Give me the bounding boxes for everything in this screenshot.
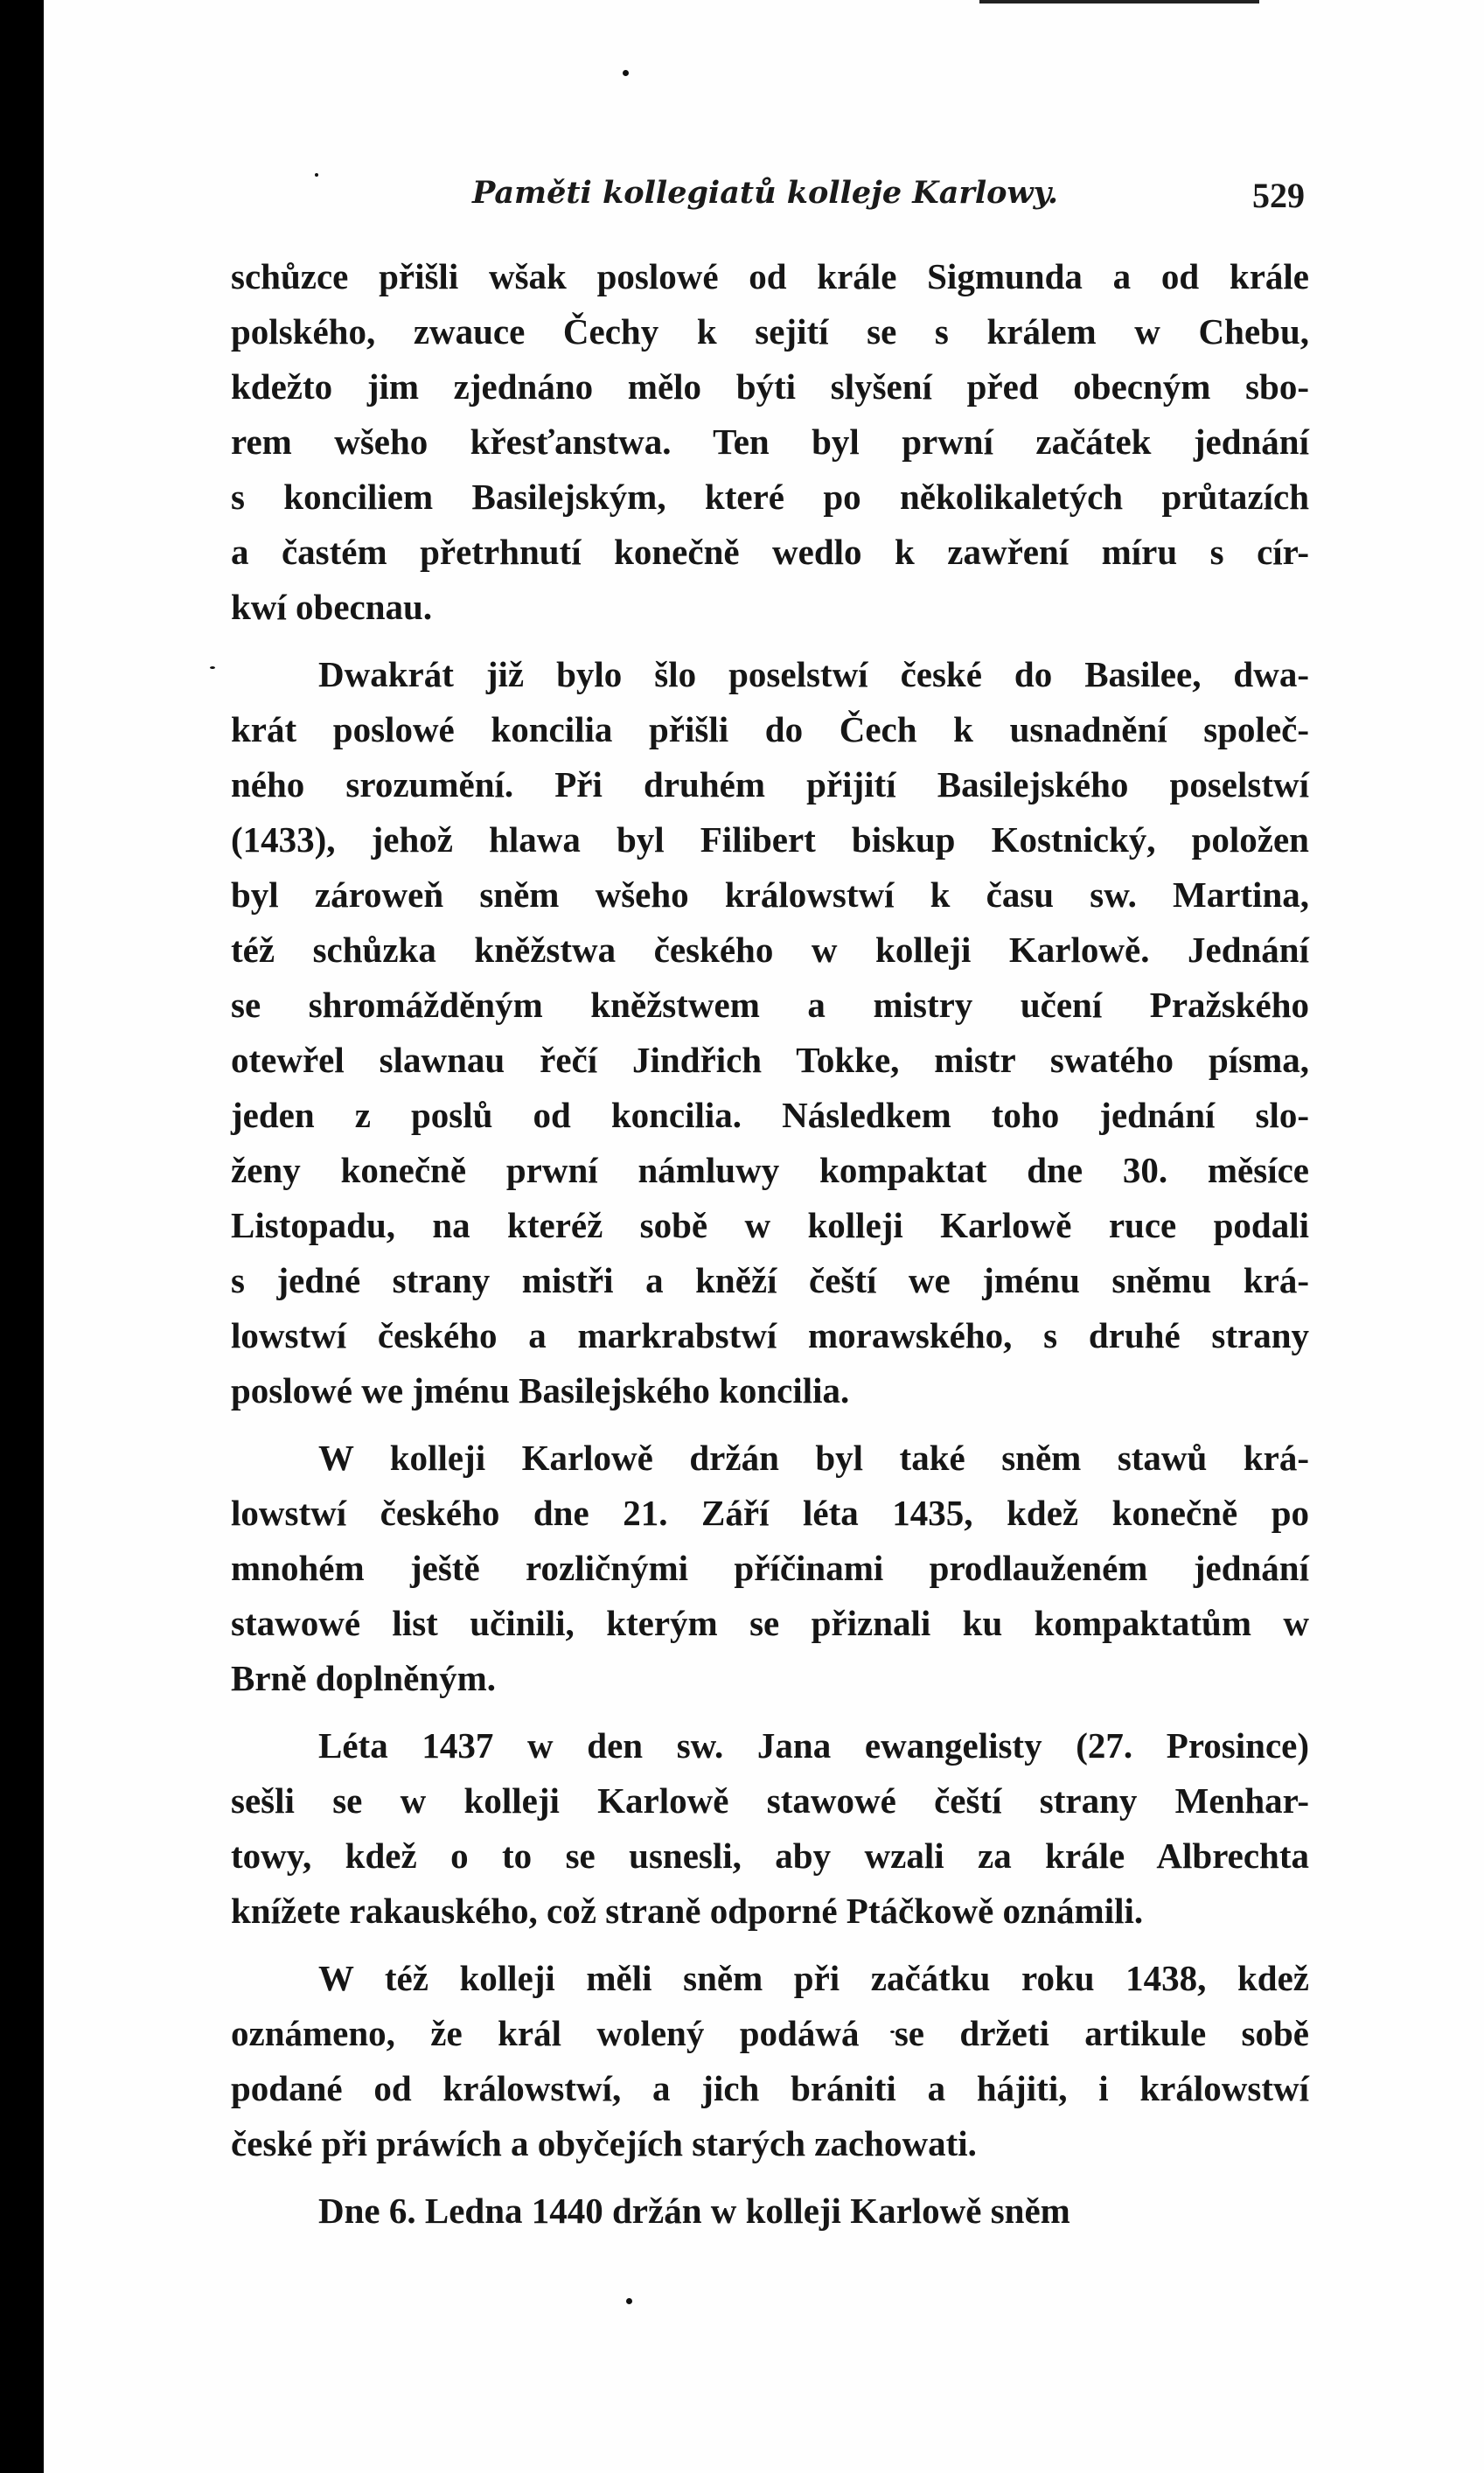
scan-border (0, 0, 44, 2473)
text-line: jeden z poslů od koncilia. Následkem toho jednání slo- (231, 1095, 1309, 1135)
text-line: lowstwí českého dne 21. Září léta 1435, kdež konečně po (231, 1493, 1309, 1533)
text-line: poslowé we jménu Basilejského koncilia. (231, 1370, 850, 1411)
scan-artifact (979, 0, 1259, 10)
text-line: podané od králowstwí, a jich brániti a hájiti, i králowstwí (231, 2068, 1309, 2108)
text-line: se shromážděným kněžstwem a mistry učení Pražského (231, 985, 1309, 1025)
paragraph (231, 249, 1309, 635)
paragraph (231, 1431, 1309, 1706)
page-number: 529 (1252, 176, 1305, 215)
text-line: polského, zwauce Čechy k sejití se s králem w Chebu, (231, 311, 1309, 352)
page-header (236, 175, 1305, 227)
text-line: rem wšeho křesťanstwa. Ten byl prwní začátek jednání (231, 421, 1309, 462)
paragraph (231, 1718, 1309, 1939)
text-line: s konciliem Basilejským, které po několikaletých průtazích (231, 477, 1309, 517)
text-line: Dne 6. Ledna 1440 držán w kolleji Karlowě sněm (318, 2191, 1070, 2231)
paragraph-gap (231, 2171, 1309, 2184)
text-line: oznámeno, že král wolený podáwá se držeti artikule sobě (231, 2013, 1309, 2053)
text-line: schůzce přišli wšak poslowé od krále Sigmunda a od krále (231, 256, 1309, 296)
text-line: stawowé list učinili, kterým se přiznali ku kompaktatům w (231, 1603, 1309, 1643)
paragraph (231, 2184, 1309, 2239)
text-line: towy, kdež o to se usnesli, aby wzali za krále Albrechta (231, 1836, 1309, 1876)
body-text (231, 249, 1309, 2239)
text-line: W kolleji Karlowě držán byl také sněm stawů krá- (318, 1438, 1309, 1478)
text-line: (1433), jehož hlawa byl Filibert biskup Kostnický, položen (231, 819, 1309, 860)
text-line: Dwakrát již bylo šlo poselstwí české do Basilee, dwa- (318, 654, 1309, 694)
running-head: Paměti kollegiatů kolleje Karlowy. (472, 175, 1059, 211)
paragraph-gap (231, 635, 1309, 647)
text-line: a častém přetrhnutí konečně wedlo k zawření míru s cír- (231, 532, 1309, 572)
paragraph (231, 1951, 1309, 2171)
text-line: ženy konečně prwní námluwy kompaktat dne 30. měsíce (231, 1150, 1309, 1190)
text-line: lowstwí českého a markrabstwí morawského, s druhé strany (231, 1315, 1309, 1355)
text-line: Léta 1437 w den sw. Jana ewangelisty (27. Prosince) (318, 1725, 1309, 1766)
scan-speck (626, 2298, 632, 2304)
text-line: otewřel slawnau řečí Jindřich Tokke, mistr swatého písma, (231, 1040, 1309, 1080)
text-line: ného srozumění. Při druhém přijití Basilejského poselstwí (231, 764, 1309, 805)
text-line: krát poslowé koncilia přišli do Čech k usnadnění společ- (231, 709, 1309, 749)
paragraph-gap (231, 1418, 1309, 1431)
text-line: kwí obecnau. (231, 587, 433, 627)
paragraph-gap (231, 1706, 1309, 1718)
paragraph-gap (231, 1939, 1309, 1951)
text-line: Listopadu, na kteréž sobě w kolleji Karlowě ruce podali (231, 1205, 1309, 1245)
text-line: kdežto jim zjednáno mělo býti slyšení před obecným sbo- (231, 366, 1309, 407)
text-line: s jedné strany mistři a kněží čeští we jménu sněmu krá- (231, 1260, 1309, 1300)
text-line: knížete rakauského, což straně odporné Ptáčkowě oznámili. (231, 1891, 1144, 1931)
text-line: mnohém ještě rozličnými příčinami prodlauženém jednání (231, 1548, 1309, 1588)
scan-speck (210, 666, 215, 669)
scan-speck (623, 70, 629, 76)
text-line: byl zároweň sněm wšeho králowstwí k času sw. Martina, (231, 874, 1309, 915)
paragraph (231, 647, 1309, 1418)
text-line: též schůzka kněžstwa českého w kolleji Karlowě. Jednání (231, 930, 1309, 970)
text-line: W též kolleji měli sněm při začátku roku 1438, kdež (318, 1958, 1309, 1998)
text-line: sešli se w kolleji Karlowě stawowé čeští strany Menhar- (231, 1780, 1309, 1821)
text-line: české při práwích a obyčejích starých zachowati. (231, 2123, 977, 2163)
text-line: Brně doplněným. (231, 1658, 496, 1698)
